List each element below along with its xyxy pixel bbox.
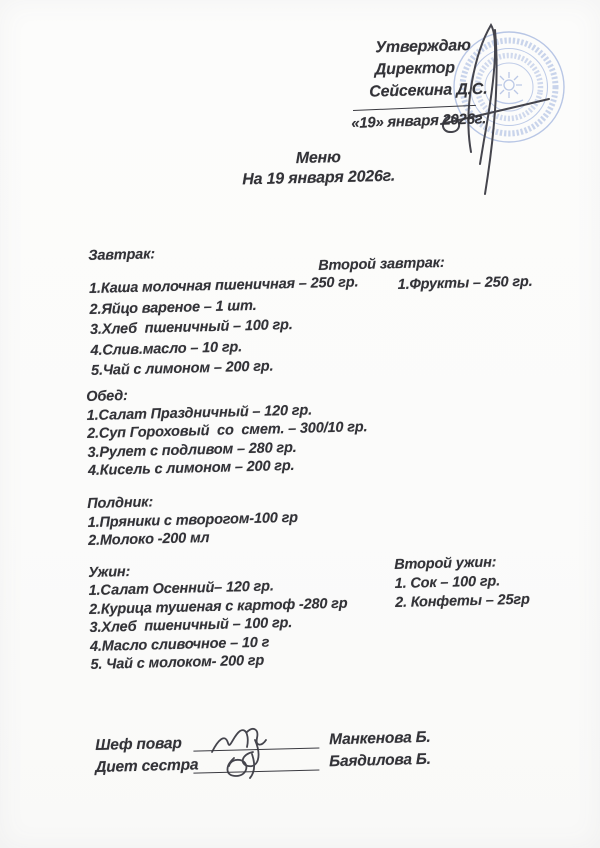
section-items (319, 272, 533, 297)
menu-item: 1.Салат Праздничный – 120 гр. (86, 402, 313, 424)
diet-nurse-signature-line (193, 756, 319, 774)
section-lunch (86, 381, 369, 481)
section-items (87, 508, 298, 550)
title-date-line: На 19 января 2026г. (242, 167, 396, 188)
menu-item: 3.Хлеб пшеничный – 100 гр. (89, 615, 293, 637)
section-heading: Обед: (86, 387, 128, 405)
menu-item: 1.Каша молочная пшеничная – 250 гр. (88, 274, 359, 298)
menu-item: 2.Суп Гороховый со смет. – 300/10 гр. (86, 419, 368, 443)
section-dinner (88, 558, 349, 675)
menu-item: 4.Слив.масло – 10 гр. (90, 338, 243, 359)
section-items (394, 572, 529, 613)
menu-item: 2. Конфеты – 25гр (394, 591, 530, 611)
section-heading: Завтрак: (88, 246, 156, 264)
diet-nurse-label: Диет сестра (95, 756, 199, 776)
section-items (86, 400, 368, 481)
menu-item: 3.Рулет с подливом – 280 гр. (87, 439, 297, 461)
menu-item: 2.Курица тушеная с картоф -280 гр (88, 595, 348, 618)
approval-role: Директор (374, 59, 456, 79)
menu-item: 1.Фрукты – 250 гр. (397, 273, 533, 293)
section-second-dinner (394, 553, 530, 613)
section-heading: Второй завтрак: (318, 254, 445, 274)
menu-item: 3.Хлеб пшеничный – 100 гр. (89, 317, 293, 339)
section-heading: Ужин: (88, 563, 131, 581)
approval-date: «19» января 2026г. (351, 110, 487, 132)
menu-item: 1. Сок – 100 гр. (394, 573, 501, 592)
menu-item: 1.Салат Осенний– 120 гр. (88, 578, 274, 600)
menu-item: 4.Масло сливочное – 10 г (89, 634, 270, 655)
section-second-breakfast (318, 252, 533, 297)
section-heading: Второй ужин: (394, 554, 497, 573)
approval-block (352, 35, 488, 104)
menu-item: 1.Пряники с творогом-100 гр (87, 509, 299, 531)
menu-item: 4.Кисель с лимоном – 200 гр. (87, 458, 295, 480)
section-heading: Полдник: (87, 494, 154, 512)
approval-director-name: Сейсекина Д.С. (369, 80, 488, 101)
title-line: Меню (295, 149, 341, 168)
chef-signature-line (193, 734, 319, 752)
document-title (218, 146, 419, 190)
section-snack (87, 490, 299, 551)
menu-item: 5. Чай с молоком- 200 гр (90, 652, 265, 673)
menu-item: 2.Яйцо вареное – 1 шт. (89, 297, 257, 318)
section-items (88, 576, 349, 674)
approval-word: Утверждаю (375, 37, 471, 57)
chef-name: Манкенова Б. (328, 728, 431, 749)
chef-label: Шеф повар (95, 734, 182, 754)
menu-item: 5.Чай с лимоном – 200 гр. (90, 358, 274, 379)
menu-item: 2.Молоко -200 мл (87, 530, 210, 550)
diet-nurse-name: Баядилова Б. (328, 750, 432, 771)
